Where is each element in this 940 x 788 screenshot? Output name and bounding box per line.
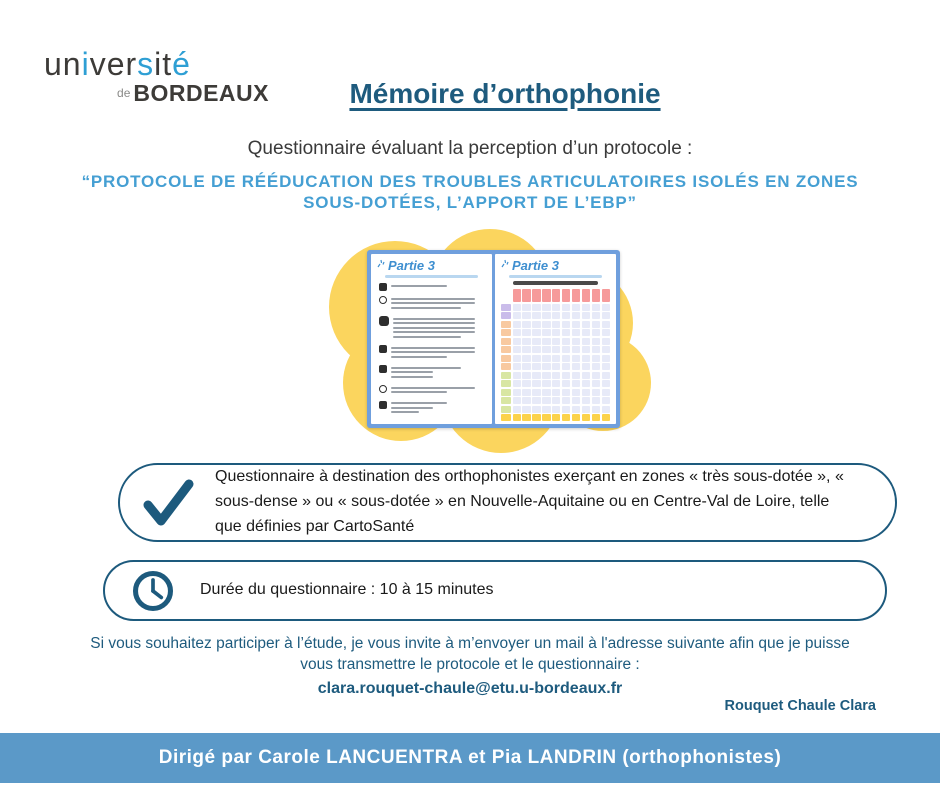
workbook-grid (501, 289, 610, 421)
participation-line2: vous transmettre le protocole et le questionnaire : (300, 656, 640, 674)
text-skeleton (379, 344, 484, 360)
participation-paragraph (30, 633, 910, 700)
logo-bordeaux-text: BORDEAUX (133, 80, 269, 106)
left-page-title: Partie 3 (388, 258, 435, 273)
workbook-right-page (495, 254, 616, 424)
logo-universite-word: université (44, 46, 191, 82)
author-name: Rouquet Chaule Clara (724, 698, 876, 714)
text-skeleton (379, 384, 484, 396)
participation-line1: Si vous souhaitez participer à l’étude, je vous invite à m’envoyer un mail à l'adresse suivante afin que je puisse (90, 635, 850, 652)
logo-de-text: de (117, 86, 131, 100)
questionnaire-subtitle: Questionnaire évaluant la perception d’un protocole : (247, 138, 693, 159)
checkmark-icon (120, 477, 215, 529)
text-skeleton (379, 364, 484, 380)
clock-icon (105, 568, 200, 614)
workbook-left-page (371, 254, 492, 424)
left-page-subtitle-bar (385, 275, 478, 278)
eligibility-text: Questionnaire à destination des orthophonistes exerçant en zones « très sous-dotée », « sous-dense » ou « sous-dotée » en Nouvelle-Aquitaine ou en Centre-Val de Loire, telle que définies par CartoSanté (215, 468, 844, 535)
footer-bar (0, 733, 940, 783)
eligibility-info-box (118, 463, 897, 542)
protocol-workbook-image (367, 250, 620, 428)
sparkle-doodle-icon (501, 259, 510, 269)
text-skeleton (379, 295, 484, 311)
text-skeleton (379, 400, 484, 416)
text-skeleton (379, 282, 484, 291)
footer-supervisors-text: Dirigé par Carole LANCUENTRA et Pia LANDRIN (orthophonistes) (158, 747, 782, 768)
page-title: Mémoire d’orthophonie (349, 78, 661, 109)
right-page-table-title-bar (513, 281, 598, 285)
duration-text: Durée du questionnaire : 10 à 15 minutes (200, 581, 494, 599)
duration-info-box (103, 560, 887, 621)
protocol-quote: “PROTOCOLE DE RÉÉDUCATION DES TROUBLES ARTICULATOIRES ISOLÉS EN ZONES SOUS-DOTÉES, L’APPORT DE L’EBP” (81, 172, 859, 213)
right-page-subtitle-bar (509, 275, 602, 278)
right-page-title: Partie 3 (512, 258, 559, 273)
sparkle-doodle-icon (377, 259, 386, 269)
university-logo (44, 48, 269, 105)
text-skeleton (379, 315, 484, 340)
contact-email: clara.rouquet-chaule@etu.u-bordeaux.fr (317, 679, 623, 697)
logo-bordeaux-line (44, 82, 269, 105)
